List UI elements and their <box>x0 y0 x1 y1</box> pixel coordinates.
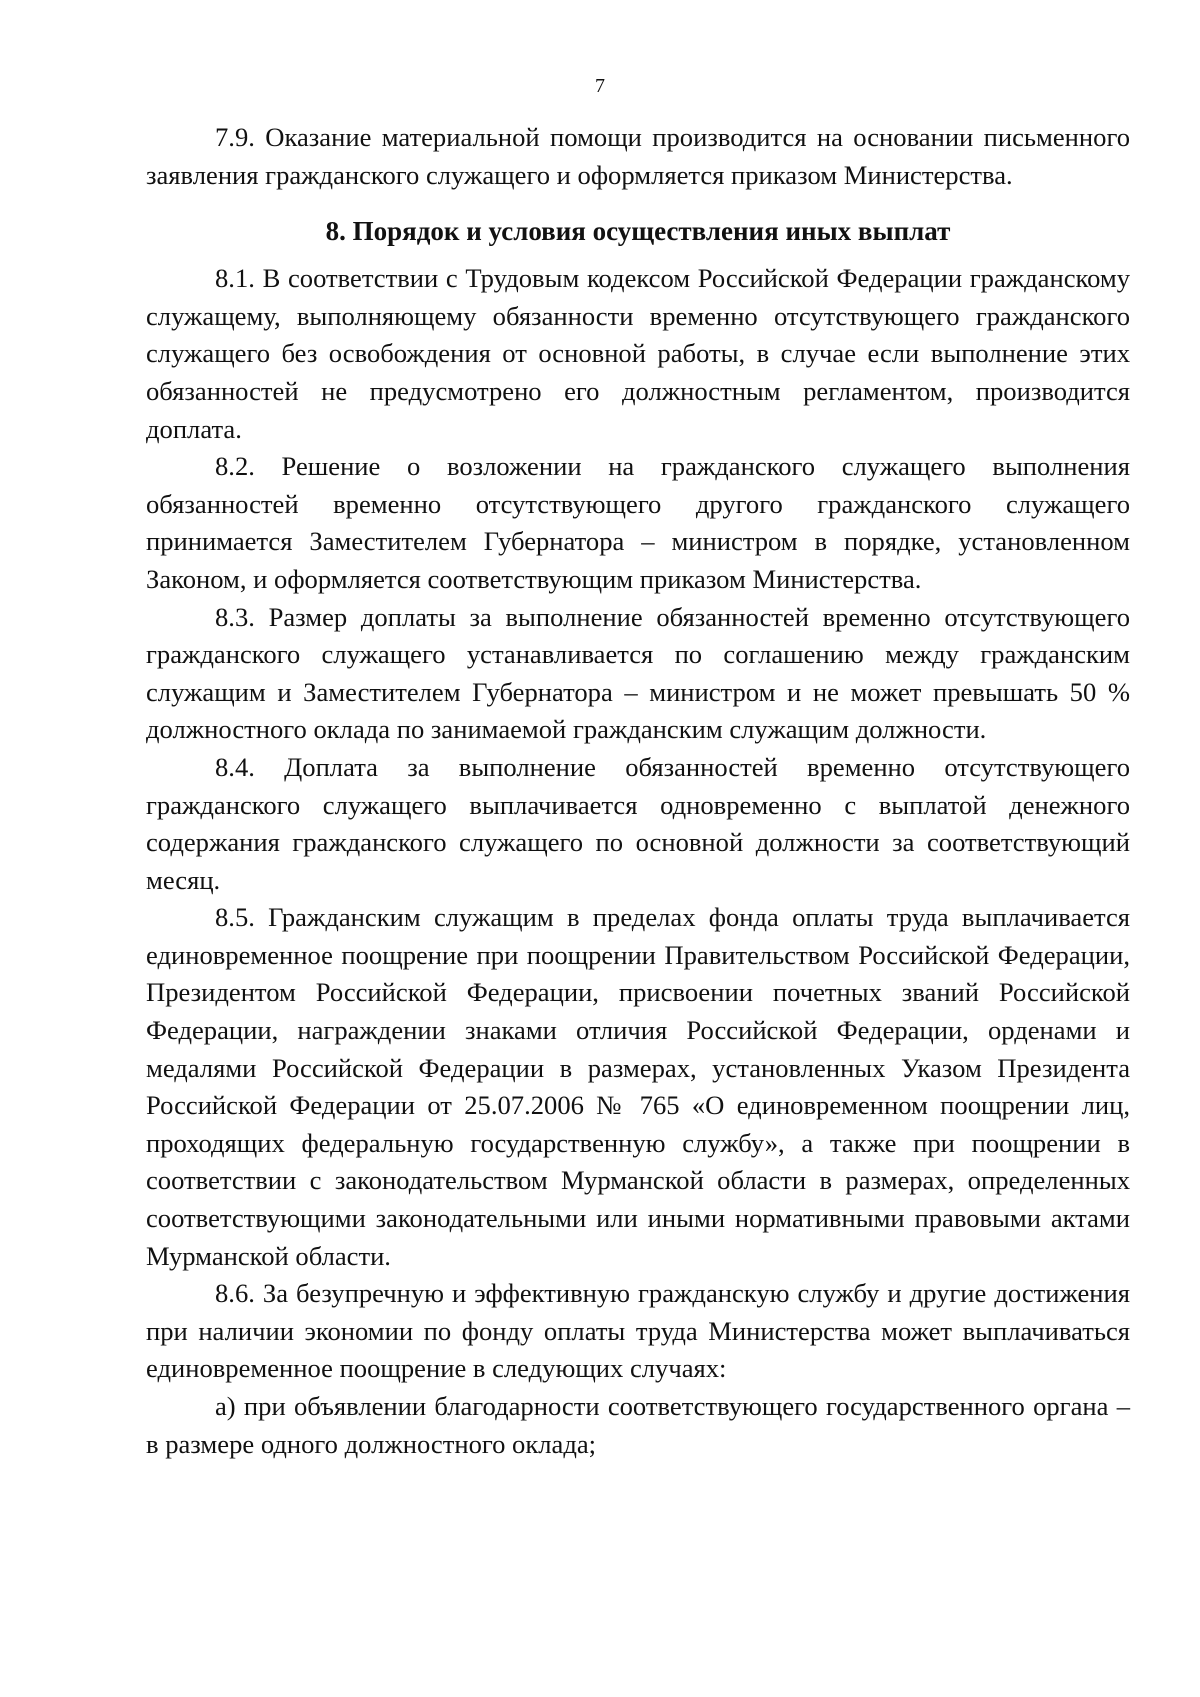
paragraph-8-5: 8.5. Гражданским служащим в пределах фонда оплаты труда выплачивается единовременное поощрение при поощрении Правительством Российской Федерации, Президентом Российской Федерации, присвоении почетных званий Российской Федерации, награждении знаками отличия Российской Федерации, орденами и медалями Российской Федерации в размерах, установленных Указом Президента Российской Федерации от 25.07.2006 № 765 «О единовременном поощрении лиц, проходящих федеральную государственную службу», а также при поощрении в соответствии с законодательством Мурманской области в размерах, определенных соответствующими законодательными или иными нормативными правовыми актами Мурманской области. <box>146 902 1130 1271</box>
paragraph-8-4: 8.4. Доплата за выполнение обязанностей временно отсутствующего гражданского служащего выплачивается одновременно с выплатой денежного содержания гражданского служащего по основной должности за соответствующий месяц. <box>146 751 1130 895</box>
paragraph-7-9: 7.9. Оказание материальной помощи производится на основании письменного заявления гражданского служащего и оформляется приказом Министерства. <box>146 122 1130 190</box>
paragraph-8-6: 8.6. За безупречную и эффективную гражданскую службу и другие достижения при наличии экономии по фонду оплаты труда Министерства может выплачиваться единовременное поощрение в следующих случаях: <box>146 1278 1130 1384</box>
document-body <box>146 119 1130 1463</box>
paragraph-8-2: 8.2. Решение о возложении на гражданского служащего выполнения обязанностей временно отсутствующего другого гражданского служащего принимается Заместителем Губернатора – министром в порядке, установленном Законом, и оформляется соответствующим приказом Министерства. <box>146 451 1130 594</box>
paragraph-8-1: 8.1. В соответствии с Трудовым кодексом Российской Федерации гражданскому служащему, выполняющему обязанности временно отсутствующего гражданского служащего без освобождения от основной работы, в случае если выполнение этих обязанностей не предусмотрено его должностным регламентом, производится доплата. <box>146 263 1130 444</box>
section-8-heading: 8. Порядок и условия осуществления иных выплат <box>325 216 951 247</box>
page-number: 7 <box>595 75 605 97</box>
paragraph-8-3: 8.3. Размер доплаты за выполнение обязанностей временно отсутствующего гражданского служащего устанавливается по соглашению между гражданским служащим и Заместителем Губернатора – министром и не может превышать 50 % должностного оклада по занимаемой гражданским служащим должности. <box>146 601 1130 745</box>
paragraph-8-6-a: а) при объявлении благодарности соответствующего государственного органа – в размере одного должностного оклада; <box>146 1391 1130 1459</box>
